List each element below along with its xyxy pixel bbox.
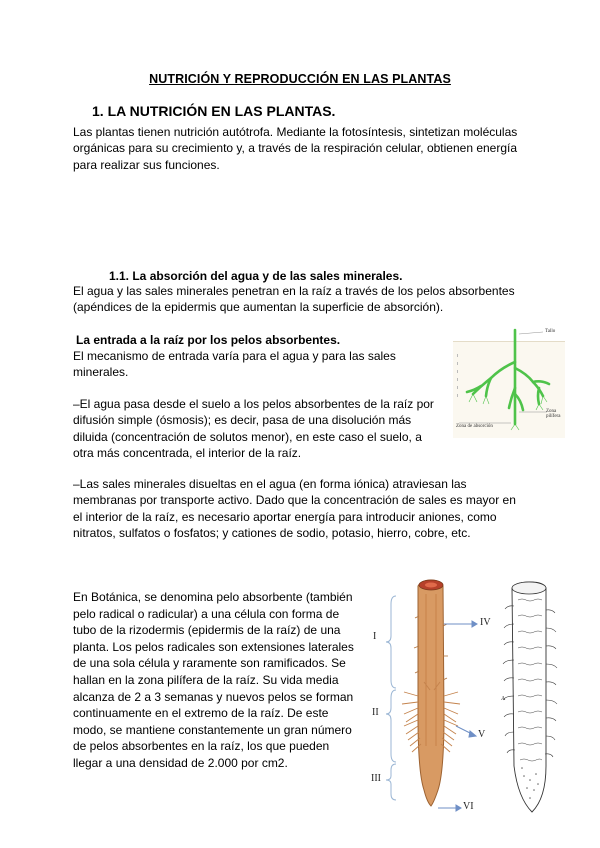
root-anatomy-drawing: [364, 576, 570, 821]
root-anatomy-figure: [364, 576, 570, 821]
text-line: –El agua pasa desde el suelo a los pelos absorbentes de la raíz por: [73, 397, 434, 411]
text-line: planta. Los pelos radicales son extensiones laterales: [73, 639, 354, 654]
zone-label-i: I: [373, 631, 377, 642]
text-line: El mecanismo de entrada varía para el agua y para las sales: [73, 349, 396, 363]
text-line: de una sola célula y raramente son ramificados. Se: [73, 656, 346, 671]
text-line: para realizar sus funciones.: [73, 157, 220, 172]
label-zona-absorcion: Zona de absorción: [456, 424, 493, 429]
zone-label-iii: III: [371, 773, 381, 784]
small-label-a: A: [501, 696, 506, 702]
subsection-heading-absorcion: 1.1. La absorción del agua y de las sales minerales.: [109, 269, 403, 283]
botanica-paragraph: [73, 589, 354, 772]
entrada-paragraph: [73, 348, 396, 381]
text-line: otra más concentrada, el interior de la raíz.: [73, 445, 302, 460]
text-line: alcanza de 2 a 3 semanas y nuevos pelos se forman: [73, 689, 354, 704]
text-line: diluida (concentración de solutos menor), en este caso el suelo, a: [73, 429, 422, 444]
zone-label-ii: II: [372, 707, 379, 718]
root-drawing: [453, 328, 565, 438]
salts-paragraph: [73, 476, 516, 541]
document-title: NUTRICIÓN Y REPRODUCCIÓN EN LAS PLANTAS: [149, 72, 451, 86]
text-line: difusión simple (ósmosis); es decir, pasa de una disolución más: [73, 413, 412, 428]
text-line: –Las sales minerales disueltas en el agua (en forma iónica) atraviesan las: [73, 477, 467, 491]
text-line: orgánicas para su crecimiento y, a través de la respiración celular, obtienen energía: [73, 141, 518, 156]
water-paragraph: [73, 396, 434, 461]
text-line: continuamente en el extremo de la raíz. De este: [73, 706, 329, 721]
arrow-label-iv: IV: [480, 617, 491, 628]
text-line: llegar a una densidad de 2.000 por cm2.: [73, 755, 288, 770]
label-zona-pilifera: Zona pilífera: [546, 409, 561, 419]
text-line: tubo de la rizodermis (epidermis de la raíz) de una: [73, 623, 341, 638]
text-line: pelo radical o radicular) a una célula con forma de: [73, 606, 340, 621]
arrow-label-vi: VI: [463, 801, 474, 812]
text-line: En Botánica, se denomina pelo absorbente (también: [73, 590, 353, 604]
entrada-heading: La entrada a la raíz por los pelos absorbentes.: [76, 333, 341, 347]
section-heading-nutricion: 1. LA NUTRICIÓN EN LAS PLANTAS.: [92, 103, 336, 119]
text-line: el interior de la raíz, es necesario aportar energía para introducir aniones, como: [73, 509, 497, 524]
absorcion-paragraph: [73, 283, 515, 316]
text-line: de pelos absorbentes en la raíz, los que pueden: [73, 739, 330, 754]
label-tallo: Tallo: [545, 329, 556, 334]
intro-paragraph: [73, 124, 517, 173]
text-line: minerales.: [73, 365, 129, 380]
text-line: Las plantas tienen nutrición autótrofa. Mediante la fotosíntesis, sintetizan moléculas: [73, 125, 518, 139]
arrow-label-v: V: [478, 729, 486, 740]
text-line: nitratos, sulfatos o fosfatos; y cationes de sodio, potasio, hierro, cobre, etc.: [73, 525, 471, 540]
text-line: membranas por transporte activo. Dado que la concentración de sales es mayor en: [73, 493, 516, 508]
text-line: El agua y las sales minerales penetran en la raíz a través de los pelos absorbentes: [73, 284, 515, 298]
text-line: hallan en la zona pilífera de la raíz. Su vida media: [73, 672, 339, 687]
text-line: (apéndices de la epidermis que aumentan la superficie de absorción).: [73, 300, 444, 315]
text-line: modo, se mantiene constantemente un gran número: [73, 722, 352, 737]
root-illustration: [453, 328, 565, 438]
